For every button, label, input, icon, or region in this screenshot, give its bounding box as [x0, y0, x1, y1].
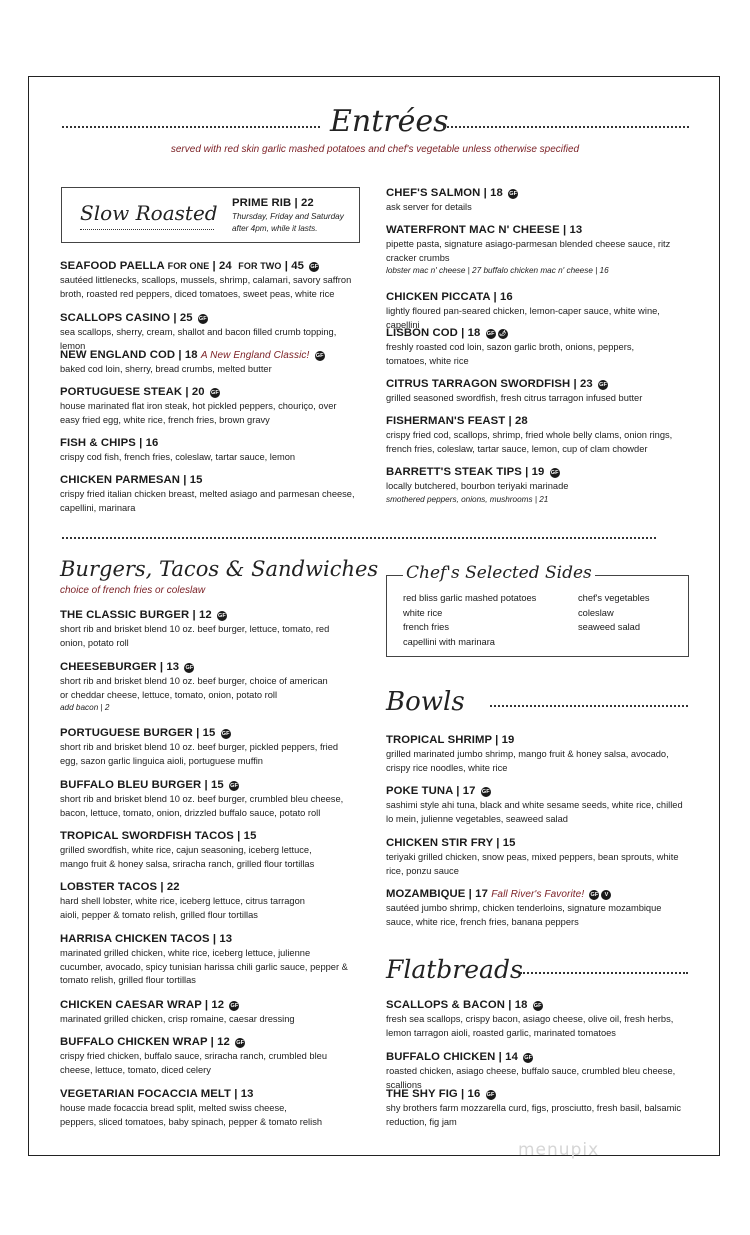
item-desc: roasted chicken, asiago cheese, buffalo sauce, crumbled bleu cheese, scallions: [386, 1066, 676, 1090]
gluten-free-icon: GF: [185, 665, 194, 671]
item-desc: house marinated flat iron steak, hot pickled peppers, chouriço, over easy fried egg, white rice, french fries, brown gravy: [60, 401, 337, 425]
bowls-title: Bowls: [386, 687, 465, 717]
gluten-free-icon: GF: [509, 191, 518, 197]
prime-rib-name: PRIME RIB | 22: [232, 197, 314, 209]
menu-item: [60, 259, 360, 301]
slow-roasted-box: [61, 187, 360, 243]
menu-item: [386, 326, 686, 368]
item-desc: hard shell lobster, white rice, iceberg lettuce, citrus tarragon aioli, pepper & tomato relish, grilled flour tortillas: [60, 896, 305, 920]
item-desc: pipette pasta, signature asiago-parmesan blended cheese sauce, ritz cracker crumbs: [386, 239, 671, 263]
side-item: chef's vegetables: [578, 593, 650, 603]
gluten-free-icon: GF: [218, 613, 226, 619]
gluten-free-icon: GF: [315, 353, 324, 359]
menu-item: [60, 998, 360, 1027]
prime-rib-desc: Thursday, Friday and Saturday after 4pm, while it lasts.: [232, 212, 344, 233]
item-name: LOBSTER TACOS | 22: [60, 881, 180, 893]
item-name: CHEF'S SALMON | 18 GF: [386, 187, 518, 199]
gluten-free-icon: GF: [533, 1003, 542, 1009]
menu-item: [386, 836, 686, 878]
item-desc: freshly roasted cod loin, sazon garlic broth, onions, peppers, tomatoes, white rice: [386, 342, 635, 366]
side-item: red bliss garlic mashed potatoes: [403, 593, 537, 603]
item-desc: short rib and brisket blend 10 oz. beef burger, choice of american or cheddar cheese, lettuce, tomato, onion, potato roll: [60, 676, 328, 700]
menu-item: [386, 1087, 686, 1129]
item-name: BUFFALO CHICKEN WRAP | 12 GF: [60, 1036, 245, 1048]
item-desc: short rib and brisket blend 10 oz. beef burger, crumbled bleu cheese, bacon, lettuce, tomato, onion, drizzled buffalo sauce, potato roll: [60, 794, 344, 818]
sides-box: [386, 563, 689, 657]
item-desc: crispy fried italian chicken breast, melted asiago and parmesan cheese, capellini, marinara: [60, 489, 355, 513]
menu-item: [386, 1050, 686, 1092]
divider: [62, 537, 656, 539]
menu-item: [60, 385, 360, 427]
gluten-free-icon: GF: [599, 382, 607, 388]
menu-item: [386, 377, 686, 406]
item-desc: sea scallops, sherry, cream, shallot and bacon filled crumb topping, lemon: [60, 327, 337, 351]
menu-item: [386, 186, 686, 215]
item-name: BUFFALO CHICKEN | 14 GF: [386, 1051, 533, 1063]
item-name: SEAFOOD PAELLA FOR ONE | 24 FOR TWO | 45 GF: [60, 260, 319, 272]
menu-item: [60, 778, 360, 820]
menu-item: [60, 660, 360, 714]
sides-col-2: [578, 591, 650, 635]
item-name: PORTUGUESE BURGER | 15 GF: [60, 727, 230, 739]
item-name: CITRUS TARRAGON SWORDFISH | 23 GF: [386, 378, 607, 390]
menu-item: [386, 465, 686, 506]
item-desc: grilled seasoned swordfish, fresh citrus tarragon infused butter: [386, 393, 643, 403]
side-item: capellini with marinara: [403, 636, 495, 647]
item-name: CHICKEN STIR FRY | 15: [386, 837, 516, 849]
gluten-free-icon: GF: [486, 1092, 495, 1098]
side-item: seaweed salad: [578, 622, 641, 632]
gluten-free-icon: GF: [236, 1040, 245, 1046]
menu-item: [60, 608, 360, 650]
item-desc: ask server for details: [386, 202, 472, 212]
item-desc: short rib and brisket blend 10 oz. beef burger, pickled peppers, fried egg, sazon garlic linguica aioli, portuguese muffin: [60, 742, 339, 766]
menu-item: [60, 829, 360, 871]
item-desc: sashimi style ahi tuna, black and white sesame seeds, white rice, chilled lo mein, julienne vegetables, seaweed salad: [386, 800, 683, 824]
item-desc: sautéed jumbo shrimp, chicken tenderloins, signature mozambique sauce, white rice, french fries, banana peppers: [386, 903, 662, 927]
item-name: CHEESEBURGER | 13 GF: [60, 661, 194, 673]
menu-item: [386, 784, 686, 826]
item-note: lobster mac n' cheese | 27 buffalo chicken mac n' cheese | 16: [386, 266, 609, 275]
item-name: THE SHY FIG | 16 GF: [386, 1088, 495, 1100]
item-desc: grilled swordfish, white rice, cajun seasoning, iceberg lettuce, mango fruit & honey salsa, sriracha ranch, grilled flour tortillas: [60, 845, 315, 869]
item-name: WATERFRONT MAC N' CHEESE | 13: [386, 224, 583, 236]
divider: [80, 229, 214, 230]
menu-item: [60, 436, 360, 465]
menu-item: [60, 348, 360, 377]
gluten-free-icon: GF: [481, 789, 490, 795]
item-desc: lightly floured pan-seared chicken, lemon-caper sauce, white wine, capellini: [386, 306, 660, 330]
gluten-free-icon: GF: [230, 1003, 239, 1009]
item-note: add bacon | 2: [60, 703, 110, 712]
menu-item: [60, 311, 360, 353]
vegetarian-icon: V: [601, 890, 611, 900]
menu-item: [386, 733, 686, 775]
menu-item: [386, 223, 686, 277]
gluten-free-icon: GF: [590, 892, 599, 898]
item-desc: marinated grilled chicken, crisp romaine, caesar dressing: [60, 1014, 295, 1024]
item-name: MOZAMBIQUE | 17 Fall River's Favorite! GF V: [386, 887, 686, 902]
item-name: NEW ENGLAND COD | 18 A New England Classic! GF: [60, 349, 324, 361]
menu-item: [60, 1087, 360, 1129]
item-desc: shy brothers farm mozzarella curd, figs, prosciutto, fresh basil, balsamic reduction, fig jam: [386, 1103, 682, 1127]
item-desc: house made focaccia bread split, melted swiss cheese, peppers, sliced tomatoes, baby spinach, pepper & tomato relish: [60, 1103, 323, 1127]
item-desc: teriyaki grilled chicken, snow peas, mixed peppers, bean sprouts, white rice, ponzu sauce: [386, 852, 679, 876]
flatbreads-title: Flatbreads: [386, 955, 523, 984]
item-name: PORTUGUESE STEAK | 20 GF: [60, 386, 219, 398]
item-name: POKE TUNA | 17 GF: [386, 785, 490, 797]
gluten-free-icon: GF: [221, 731, 230, 737]
item-name: VEGETARIAN FOCACCIA MELT | 13: [60, 1088, 254, 1100]
item-desc: grilled marinated jumbo shrimp, mango fruit & honey salsa, avocado, crispy rice noodles, white rice: [386, 749, 669, 773]
item-name: CHICKEN PICCATA | 16: [386, 291, 513, 303]
menu-item: [386, 887, 686, 929]
item-desc: sautéed littlenecks, scallops, mussels, shrimp, calamari, savory saffron broth, roasted red peppers, diced tomatoes, sweet peas, white rice: [60, 275, 352, 299]
spicy-icon: 🌶: [499, 331, 507, 337]
item-desc: short rib and brisket blend 10 oz. beef burger, lettuce, tomato, red onion, potato roll: [60, 624, 330, 648]
entrees-subtitle: served with red skin garlic mashed potatoes and chef's vegetable unless otherwise specified: [170, 144, 580, 155]
menu-item: [386, 414, 686, 456]
sides-title-wrap: [403, 563, 595, 583]
item-name: BARRETT'S STEAK TIPS | 19 GF: [386, 466, 559, 478]
divider: [490, 705, 688, 707]
item-name: CHICKEN CAESAR WRAP | 12 GF: [60, 999, 239, 1011]
side-item: coleslaw: [578, 607, 614, 618]
item-name: BUFFALO BLEU BURGER | 15 GF: [60, 779, 238, 791]
side-item: french fries: [403, 622, 449, 632]
menu-item: [60, 473, 360, 515]
menu-item: [386, 998, 686, 1040]
item-name: CHICKEN PARMESAN | 15: [60, 474, 203, 486]
item-name: TROPICAL SWORDFISH TACOS | 15: [60, 830, 257, 842]
item-name: FISHERMAN'S FEAST | 28: [386, 415, 528, 427]
divider: [62, 126, 320, 128]
burgers-subtitle: choice of french fries or coleslaw: [60, 585, 206, 596]
sides-col-1: [403, 591, 536, 649]
item-desc: locally butchered, bourbon teriyaki marinade: [386, 481, 569, 491]
item-desc: crispy cod fish, french fries, coleslaw, tartar sauce, lemon: [60, 452, 296, 462]
divider: [520, 972, 688, 974]
item-name: TROPICAL SHRIMP | 19: [386, 734, 515, 746]
item-desc: fresh sea scallops, crispy bacon, asiago cheese, olive oil, fresh herbs, lemon tarragon aioli, roasted garlic, marinated tomatoes: [386, 1014, 674, 1038]
entrees-title: Entrées: [330, 104, 449, 139]
item-name: THE CLASSIC BURGER | 12 GF: [60, 609, 226, 621]
item-desc: crispy fried chicken, buffalo sauce, sriracha ranch, crumbled bleu cheese, lettuce, tomato, diced celery: [60, 1051, 327, 1075]
menu-item: [60, 726, 360, 768]
item-desc: baked cod loin, sherry, bread crumbs, melted butter: [60, 364, 272, 374]
slow-roasted-title: Slow Roasted: [80, 201, 218, 225]
item-name: HARRISA CHICKEN TACOS | 13: [60, 933, 233, 945]
item-desc: crispy fried cod, scallops, shrimp, fried whole belly clams, onion rings, french fries, coleslaw, tartar sauce, lemon, cup of clam chowder: [386, 430, 673, 454]
gluten-free-icon: GF: [198, 316, 207, 322]
item-name: SCALLOPS & BACON | 18 GF: [386, 999, 542, 1011]
gluten-free-icon: GF: [550, 470, 559, 476]
menu-item: [60, 880, 360, 922]
item-note: smothered peppers, onions, mushrooms | 21: [386, 494, 549, 504]
item-name: SCALLOPS CASINO | 25 GF: [60, 312, 207, 324]
menu-item: [60, 1035, 360, 1077]
sides-title: Chef's Selected Sides: [406, 563, 592, 583]
burgers-title: Burgers, Tacos & Sandwiches: [60, 557, 379, 581]
divider: [443, 126, 689, 128]
gluten-free-icon: GF: [210, 390, 219, 396]
menu-item: [60, 932, 360, 988]
gluten-free-icon: GF: [524, 1055, 533, 1061]
gluten-free-icon: GF: [486, 331, 495, 337]
side-item: white rice: [403, 607, 443, 618]
gluten-free-icon: GF: [230, 783, 238, 789]
gluten-free-icon: GF: [310, 264, 319, 270]
item-desc: marinated grilled chicken, white rice, iceberg lettuce, julienne cucumber, avocado, spicy tunisian harissa chili garlic sauce, pepper & tomato relish, grilled flour tortillas: [60, 948, 348, 985]
item-name: FISH & CHIPS | 16: [60, 437, 159, 449]
item-name: LISBON COD | 18 GF 🌶: [386, 327, 507, 339]
watermark: menupix: [518, 1140, 600, 1160]
